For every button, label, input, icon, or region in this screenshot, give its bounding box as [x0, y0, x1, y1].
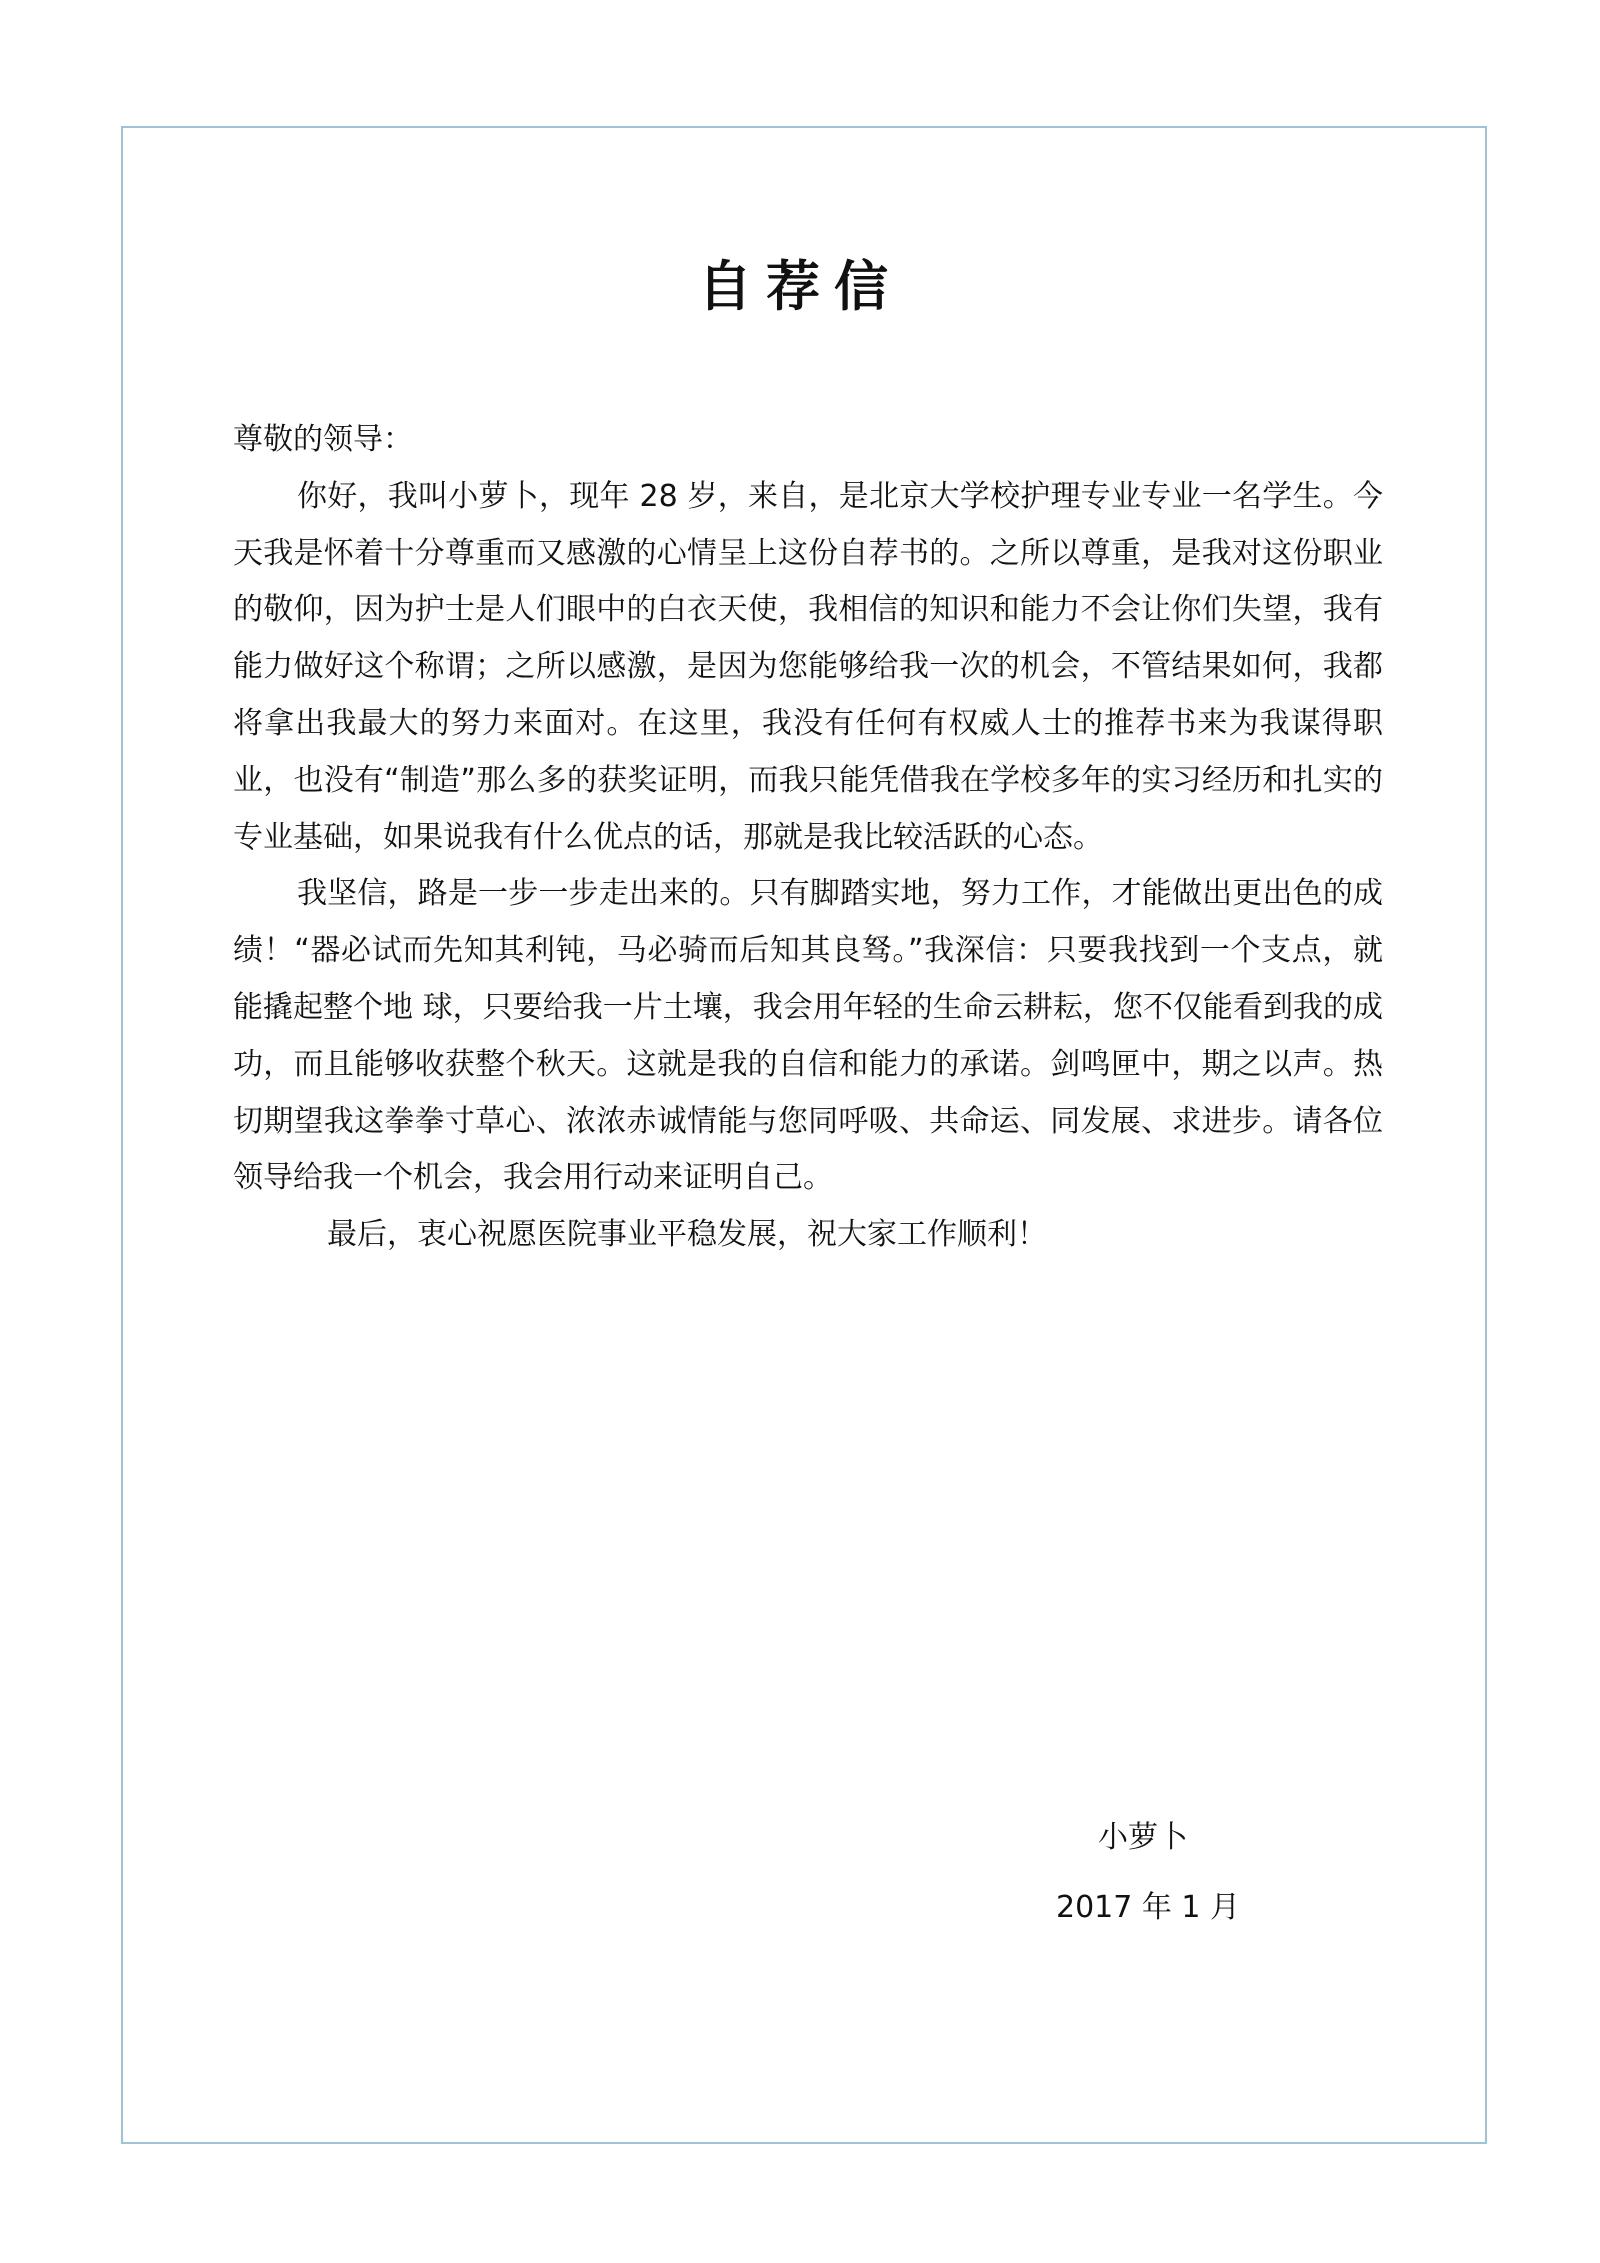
signature-date: 2017 年 1 月: [1056, 1890, 1241, 1925]
letter-title: 自荐信: [698, 255, 902, 318]
signature-name: 小萝卜: [1098, 1820, 1188, 1855]
paragraph-introduction: 你好，我叫小萝卜，现年 28 岁，来自，是北京大学校护理专业专业一名学生。今天我是怀着十分尊重而又感激的心情呈上这份自荐书的。之所以尊重，是我对这份职业的敬仰，因为护士是人们眼中的白衣天使，我相信的知识和能力不会让你们失望，我有能力做好这个称谓；之所以感激，是因为您能够给我一次的机会，不管结果如何，我都将拿出我最大的努力来面对。在这里，我没有任何有权威人士的推荐书来为我谋得职业，也没有“制造”那么多的获奖证明，而我只能凭借我在学校多年的实习经历和扎实的专业基础，如果说我有什么优点的话，那就是我比较活跃的心态。: [233, 478, 1383, 855]
closing-line: 最后，衷心祝愿医院事业平稳发展，祝大家工作顺利！: [327, 1217, 1047, 1253]
salutation: 尊敬的领导：: [233, 422, 413, 457]
paragraph-belief: 我坚信，路是一步一步走出来的。只有脚踏实地，努力工作，才能做出更出色的成绩！“器必试而先知其利钝，马必骑而后知其良驽。”我深信：只要我找到一个支点，就能撬起整个地 球，只要给我一片土壤，我会用年轻的生命云耕耘，您不仅能看到我的成功，而且能够收获整个秋天。这就是我的自信和能力的承诺。剑鸣匣中，期之以声。热切期望我这拳拳寸草心、浓浓赤诚情能与您同呼吸、共命运、同发展、求进步。请各位领导给我一个机会，我会用行动来证明自己。: [233, 876, 1383, 1196]
letter-body: [233, 412, 1383, 1264]
